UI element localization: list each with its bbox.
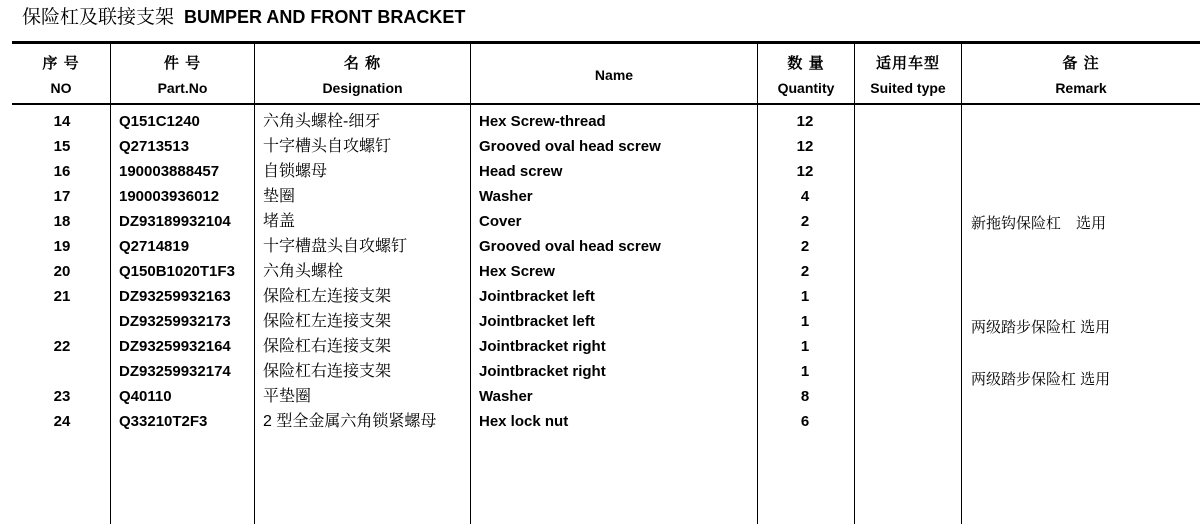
row-name: Jointbracket right	[479, 363, 606, 380]
col-divider-1	[110, 43, 111, 524]
row-no: 18	[53, 213, 71, 230]
row-name: Jointbracket left	[479, 288, 595, 305]
row-part-no: DZ93259932173	[119, 313, 231, 330]
title-en: BUMPER AND FRONT BRACKET	[184, 7, 466, 27]
remark-note: 两级踏步保险杠 选用	[971, 319, 1111, 336]
header-suited-en: Suited type	[870, 80, 946, 96]
header-no-zh: 序 号	[42, 55, 80, 72]
row-name: Hex Screw-thread	[479, 113, 606, 130]
row-part-no: Q151C1240	[119, 113, 200, 130]
row-designation: 保险杠右连接支架	[263, 338, 392, 355]
header-bottom-rule	[12, 103, 1200, 105]
row-no: 21	[53, 288, 71, 305]
row-quantity: 1	[800, 288, 810, 305]
row-quantity: 2	[800, 238, 810, 255]
row-quantity: 1	[800, 338, 810, 355]
row-designation: 十字槽盘头自攻螺钉	[263, 238, 408, 255]
row-name: Jointbracket left	[479, 313, 595, 330]
row-name: Grooved oval head screw	[479, 238, 661, 255]
header-quantity-zh: 数 量	[787, 55, 825, 72]
row-part-no: Q150B1020T1F3	[119, 263, 235, 280]
header-no-en: NO	[50, 80, 72, 96]
row-part-no: DZ93259932164	[119, 338, 231, 355]
row-part-no: 190003888457	[119, 163, 220, 180]
row-part-no: Q2713513	[119, 138, 190, 155]
row-part-no: DZ93259932174	[119, 363, 231, 380]
row-quantity: 12	[796, 138, 814, 155]
row-name: Washer	[479, 388, 533, 405]
row-designation: 保险杠左连接支架	[263, 313, 392, 330]
header-part-zh: 件 号	[163, 55, 202, 72]
row-part-no: Q2714819	[119, 238, 190, 255]
row-name: Cover	[479, 213, 522, 230]
row-quantity: 12	[796, 163, 814, 180]
header-part-en: Part.No	[157, 80, 208, 96]
header-name: Name	[594, 67, 634, 83]
row-no: 14	[53, 113, 71, 130]
row-designation: 六角头螺栓	[263, 263, 344, 280]
col-divider-5	[854, 43, 855, 524]
col-divider-2	[254, 43, 255, 524]
remark-note: 新拖钩保险杠 选用	[971, 215, 1107, 232]
row-quantity: 8	[800, 388, 810, 405]
row-name: Grooved oval head screw	[479, 138, 661, 155]
row-quantity: 6	[800, 413, 810, 430]
row-name: Hex Screw	[479, 263, 555, 280]
row-designation: 六角头螺栓-细牙	[263, 113, 381, 130]
header-designation-zh: 名 称	[343, 55, 382, 72]
row-no: 22	[53, 338, 71, 355]
table-top-rule	[12, 41, 1200, 44]
row-quantity: 1	[800, 313, 810, 330]
row-quantity: 4	[800, 188, 810, 205]
title-zh: 保险杠及联接支架	[22, 7, 175, 28]
header-suited-zh: 适用车型	[875, 55, 940, 72]
row-no: 16	[53, 163, 71, 180]
row-no	[18, 309, 106, 334]
row-part-no: Q40110	[119, 388, 172, 405]
row-part-no: DZ93259932163	[119, 288, 231, 305]
row-no: 17	[53, 188, 71, 205]
header-remark-en: Remark	[1055, 80, 1107, 96]
row-no	[18, 359, 106, 384]
row-designation: 2 型全金属六角锁紧螺母	[263, 413, 437, 430]
header-remark-zh: 备 注	[1062, 55, 1100, 72]
row-no: 24	[53, 413, 71, 430]
row-name: Head screw	[479, 163, 563, 180]
row-no: 20	[53, 263, 71, 280]
remark-note: 两级踏步保险杠 选用	[971, 371, 1111, 388]
header-quantity-en: Quantity	[777, 80, 835, 96]
col-divider-6	[961, 43, 962, 524]
row-quantity: 12	[796, 113, 814, 130]
row-name: Hex lock nut	[479, 413, 569, 430]
row-quantity: 2	[800, 263, 810, 280]
row-part-no: DZ93189932104	[119, 213, 231, 230]
row-designation: 堵盖	[263, 213, 296, 230]
row-designation: 保险杠右连接支架	[263, 363, 392, 380]
row-no: 15	[53, 138, 71, 155]
row-quantity: 2	[800, 213, 810, 230]
row-name: Washer	[479, 188, 533, 205]
row-no: 23	[53, 388, 71, 405]
row-no: 19	[53, 238, 71, 255]
row-name: Jointbracket right	[479, 338, 606, 355]
row-part-no: Q33210T2F3	[119, 413, 208, 430]
row-designation: 十字槽头自攻螺钉	[263, 138, 392, 155]
header-designation-en: Designation	[322, 80, 403, 96]
row-designation: 保险杠左连接支架	[263, 288, 392, 305]
row-designation: 垫圈	[263, 188, 296, 205]
row-quantity: 1	[800, 363, 810, 380]
row-designation: 自锁螺母	[263, 163, 328, 180]
page-title	[22, 4, 465, 30]
row-designation: 平垫圈	[263, 388, 312, 405]
row-part-no: 190003936012	[119, 188, 220, 205]
